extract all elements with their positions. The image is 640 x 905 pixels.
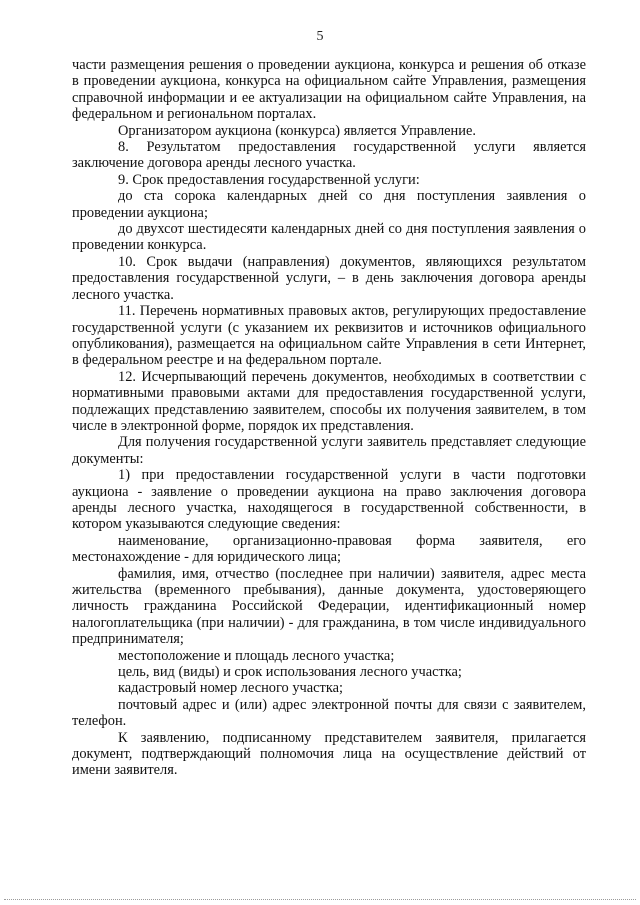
paragraph: К заявлению, подписанному представителем заявителя, прилагается документ, подтверждающий полномочия лица на осуществление действий от имени заявителя. <box>72 729 586 779</box>
paragraph: 1) при предоставлении государственной услуги в части подготовки аукциона - заявление о проведении аукциона на право заключения договора аренды лесного участка, находящегося в государственной собственности, в котором указываются следующие сведения: <box>72 467 586 533</box>
paragraph: 11. Перечень нормативных правовых актов, регулирующих предоставление государственной услуги (с указанием их реквизитов и источников официального опубликования), размещается на официальном сайте Управления в сети Интернет, в федеральном реестре и на федеральном портале. <box>72 303 586 369</box>
paragraph: фамилия, имя, отчество (последнее при наличии) заявителя, адрес места жительства (временного пребывания), данные документа, удостоверяющего личность гражданина Российской Федерации, идентификационный номер налогоплательщика (при наличии) - для гражданина, в том числе индивидуального предпринимателя; <box>72 565 586 648</box>
body-text <box>72 57 586 779</box>
paragraph: 10. Срок выдачи (направления) документов, являющихся результатом предоставления государственной услуги, – в день заключения договора аренды лесного участка. <box>72 253 586 303</box>
paragraph: Организатором аукциона (конкурса) является Управление. <box>118 122 476 139</box>
paragraph: цель, вид (виды) и срок использования лесного участка; <box>118 664 462 681</box>
paragraph: 12. Исчерпывающий перечень документов, необходимых в соответствии с нормативными правовыми актами для предоставления государственной услуги, подлежащих представлению заявителем, способы их получения заявителем, в том числе в электронной форме, порядок их представления. <box>72 368 586 434</box>
paragraph: наименование, организационно-правовая форма заявителя, его местонахождение - для юридического лица; <box>72 532 586 566</box>
paragraph: кадастровый номер лесного участка; <box>118 680 343 697</box>
paragraph: Для получения государственной услуги заявитель представляет следующие документы: <box>72 434 586 467</box>
paragraph: до ста сорока календарных дней со дня поступления заявления о проведении аукциона; <box>72 188 586 221</box>
paragraph: 9. Срок предоставления государственной услуги: <box>118 171 420 188</box>
scan-edge-line <box>4 899 636 901</box>
paragraph: местоположение и площадь лесного участка; <box>118 647 395 664</box>
paragraph: части размещения решения о проведении аукциона, конкурса и решения об отказе в проведении аукциона, конкурса на официальном сайте Управления, размещения справочной информации и ее актуализации на официальном сайте Управления, на федеральном и региональном порталах. <box>72 57 586 123</box>
paragraph: до двухсот шестидесяти календарных дней со дня поступления заявления о проведении конкурса. <box>72 221 586 254</box>
paragraph: 8. Результатом предоставления государственной услуги является заключение договора аренды лесного участка. <box>72 139 586 172</box>
page-number: 5 <box>316 29 324 44</box>
paragraph: почтовый адрес и (или) адрес электронной почты для связи с заявителем, телефон. <box>72 696 586 730</box>
